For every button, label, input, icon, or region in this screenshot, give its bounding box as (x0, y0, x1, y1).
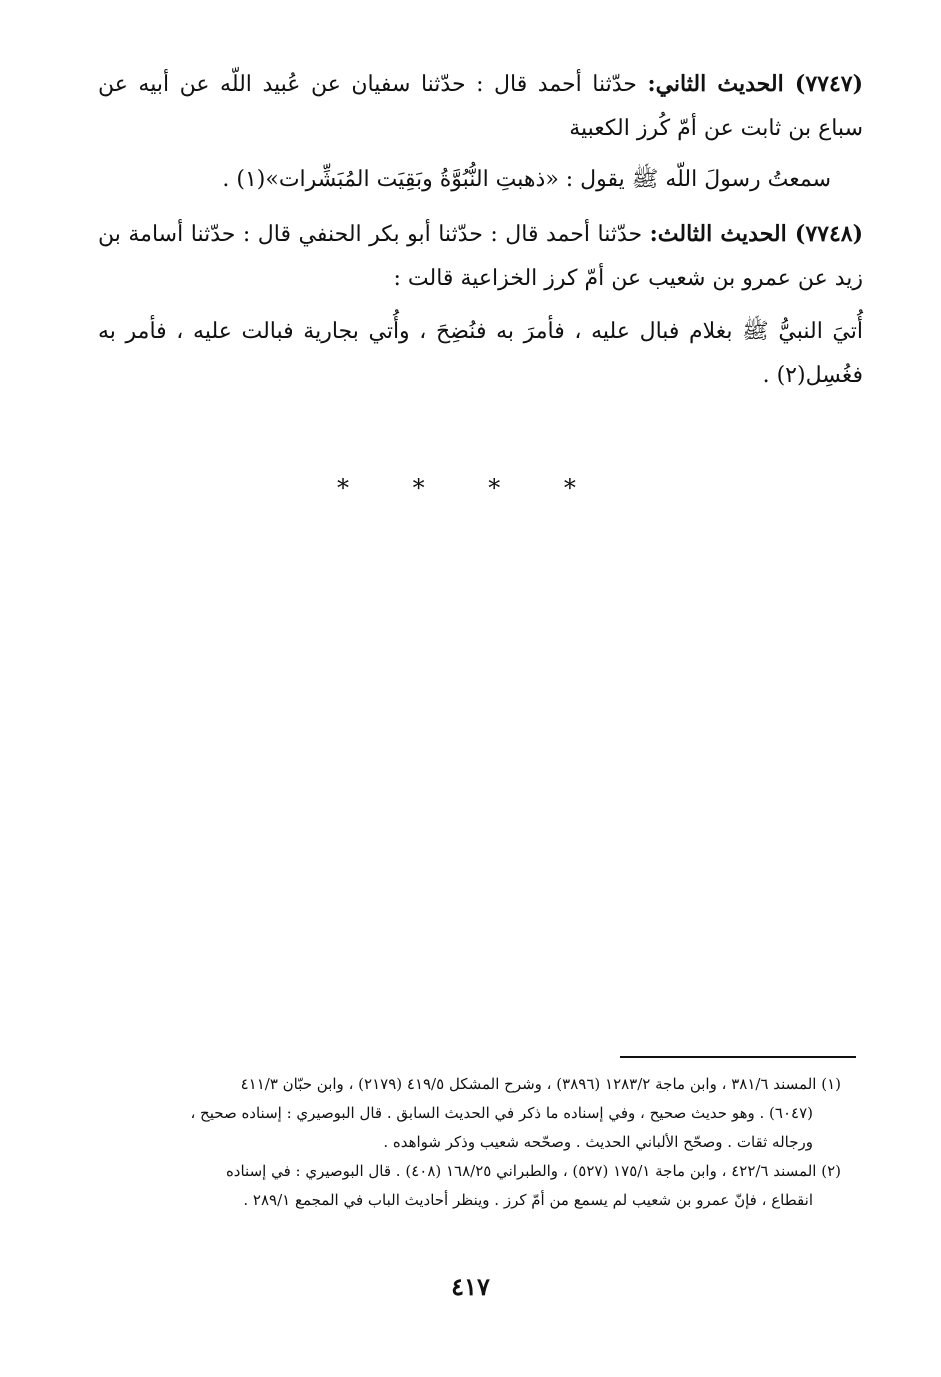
footnote-2-line-1: (٢) المسند ٤٢٢/٦ ، وابن ماجة ١٧٥/١ (٥٢٧) ، والطبراني ١٦٨/٢٥ (٤٠٨) . قال البوصيري : في إسناده (225, 1162, 841, 1180)
hadith-7747-isnad (98, 62, 863, 151)
footnote-1-line-3: ورجاله ثقات . وصحّح الألباني الحديث . وصحّحه شعيب وذكر شواهده . (383, 1133, 813, 1151)
footnote-1-line-1: (١) المسند ٣٨١/٦ ، وابن ماجة ١٢٨٣/٢ (٣٨٩٦) ، وشرح المشكل ٤١٩/٥ (٢١٧٩) ، وابن حبّان ٤١١/٣ (240, 1075, 841, 1093)
hadith-7748-matn: أُتيَ النبيُّ ﷺ بغلام فبال عليه ، فأمرَ به فنُضِحَ ، وأُتي بجارية فبالت عليه ، فأمر به فغُسِل(٢) . (98, 319, 863, 388)
footnote-2-line-2: انقطاع ، فإنّ عمرو بن شعيب لم يسمع من أمّ كرز . وينظر أحاديث الباب في المجمع ٢٨٩/١ . (243, 1191, 813, 1209)
hadith-7747-matn: سمعتُ رسولَ اللّه ﷺ يقول : «ذهبتِ النُّبُوَّةُ وبَقِيَت المُبَشِّرات»(١) . (222, 167, 831, 192)
hadith-7748-isnad (98, 212, 863, 301)
section-separator: * * * * (337, 474, 604, 502)
hadith-7747-heading: (٧٧٤٧) الحديث الثاني: (647, 71, 863, 97)
footnote-1-line-2: (٦٠٤٧) . وهو حديث صحيح ، وفي إسناده ما ذكر في الحديث السابق . قال البوصيري : إسناده صحيح ، (190, 1104, 813, 1122)
hadith-7748-heading: (٧٧٤٨) الحديث الثالث: (649, 221, 863, 247)
hadith-7748-chain: حدّثنا أحمد قال : حدّثنا أبو بكر الحنفي قال : حدّثنا أسامة بن زيد عن عمرو بن شعيب عن أمّ كرز الخزاعية قالت : (98, 222, 863, 291)
footnotes (100, 1070, 841, 1215)
page-number: ٤١٧ (451, 1272, 490, 1301)
hadith-7747-chain: حدّثنا أحمد قال : حدّثنا سفيان عن عُبيد اللّه عن أبيه عن سباع بن ثابت عن أمّ كُرز الكعبية (98, 72, 863, 141)
footnote-divider (620, 1056, 856, 1058)
